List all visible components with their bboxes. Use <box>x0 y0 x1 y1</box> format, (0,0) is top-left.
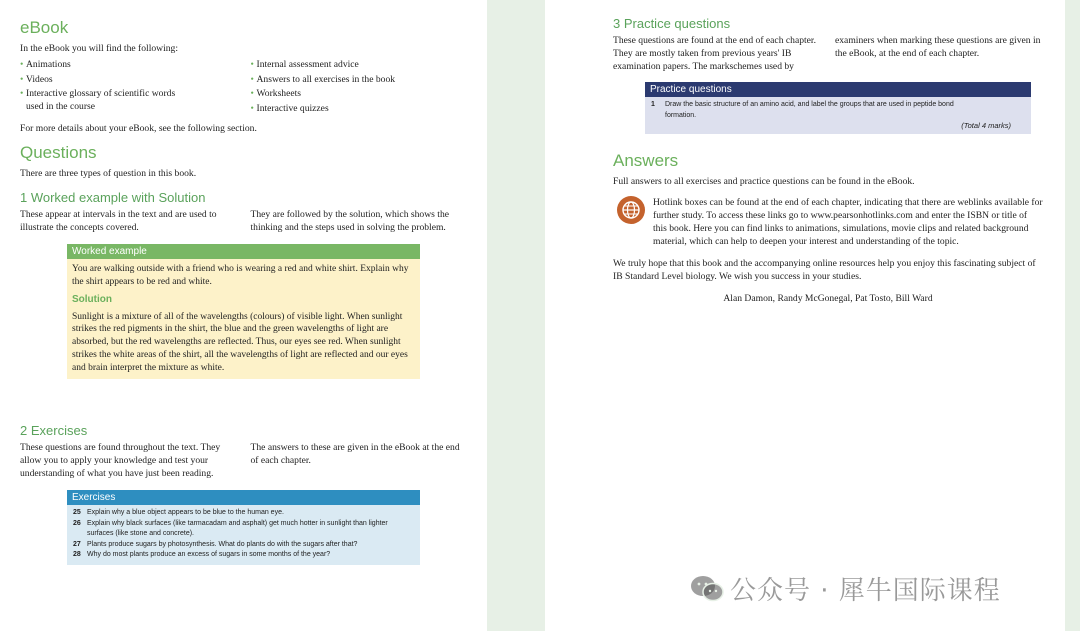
exercise-text: Explain why black surfaces (like tarmacadam and asphalt) get much hotter in sunlight than lighter surfaces (like stone and concrete). <box>87 519 388 537</box>
list-item: • Worksheets <box>251 87 466 102</box>
practice-question-text: Draw the basic structure of an amino acid, and label the groups that are used in peptide bond formation. <box>665 101 954 119</box>
worked-example-text: You are walking outside with a friend who is wearing a red and white shirt. Explain why the shirt appears to be red and white. <box>72 264 409 287</box>
questions-heading: Questions <box>20 143 97 162</box>
ebook-intro: In the eBook you will find the following: <box>20 43 179 54</box>
practice-question <box>645 100 1031 121</box>
exercises-intro-col1: These questions are found throughout the text. They allow you to apply your knowledge and test your understanding of what you have just been reading. <box>20 442 221 479</box>
list-item: • Interactive quizzes <box>251 102 466 117</box>
exercise-number: 27 <box>73 540 81 548</box>
questions-intro: There are three types of question in this book. <box>20 168 197 179</box>
practice-questions-title: Practice questions <box>645 82 1031 97</box>
practice-question-marks: (Total 4 marks) <box>961 121 1011 130</box>
wechat-icon <box>690 575 724 603</box>
solution-title: Solution <box>72 293 112 305</box>
exercise-item <box>67 550 420 561</box>
authors: Alan Damon, Randy McGonegal, Pat Tosto, Bill Ward <box>723 293 933 304</box>
exercises-heading: 2 Exercises <box>20 423 88 438</box>
exercise-text: Explain why a blue object appears to be blue to the human eye. <box>87 509 284 516</box>
list-item: • Answers to all exercises in the book <box>251 73 466 88</box>
exercises-box <box>67 490 420 565</box>
watermark-text: 公众号 · 犀牛国际课程 <box>730 576 1001 606</box>
answers-text: Full answers to all exercises and practice questions can be found in the eBook. <box>613 176 915 187</box>
worked-example-box <box>67 244 420 379</box>
exercise-text: Plants produce sugars by photosynthesis. What do plants do with the sugars after that? <box>87 540 358 548</box>
hotlink-box <box>613 196 1043 248</box>
worked-example-title: Worked example <box>67 244 420 259</box>
list-item: • Internal assessment advice <box>251 58 466 73</box>
ebook-heading: eBook <box>20 18 69 37</box>
ebook-feature-list <box>20 58 465 116</box>
practice-heading: 3 Practice questions <box>613 16 731 31</box>
answers-heading: Answers <box>613 151 679 170</box>
exercise-text: Why do most plants produce an excess of sugars in some months of the year? <box>87 551 331 558</box>
exercises-intro-col2: The answers to these are given in the eBook at the end of each chapter. <box>250 442 460 466</box>
exercise-item <box>67 540 420 551</box>
exercise-number: 28 <box>73 551 81 558</box>
worked-heading: 1 Worked example with Solution <box>20 190 206 205</box>
practice-intro <box>613 34 1041 73</box>
globe-icon <box>617 196 645 224</box>
practice-intro-col2: examiners when marking these questions are given in the eBook, at the end of each chapter. <box>835 35 1041 59</box>
exercise-number: 26 <box>73 519 81 527</box>
ebook-details: For more details about your eBook, see the following section. <box>20 123 257 134</box>
practice-questions-box <box>645 82 1031 134</box>
closing-text: We truly hope that this book and the accompanying online resources help you enjoy this fascinating subject of IB Standard Level biology. We wish you success in your studies. <box>613 258 1036 282</box>
exercises-title: Exercises <box>67 490 420 505</box>
answers-section <box>613 151 1043 305</box>
solution-text: Sunlight is a mixture of all of the wavelengths (colours) of visible light. When sunlight strikes the red pigments in the shirt, the blue and the green wavelengths of light are absorbed, but the red wavelengths are reflected. Thus, our eyes see red. When sunlight strikes the white areas of the shirt, all the wavelengths of light are reflected and our eyes and brain interpret the mixture as white. <box>72 311 408 373</box>
watermark <box>690 570 1001 607</box>
exercise-number: 25 <box>73 509 81 516</box>
worked-intro <box>20 208 465 234</box>
practice-intro-col1: These questions are found at the end of each chapter. They are mostly taken from previous years' IB examination papers. The markschemes used by <box>613 35 816 72</box>
list-item: • Animations <box>20 58 235 73</box>
exercise-item <box>67 508 420 519</box>
practice-question-number: 1 <box>651 101 655 108</box>
hotlink-text: Hotlink boxes can be found at the end of each chapter, indicating that there are weblinks available for further study. To access these links go to www.pearsonhotlinks.com and enter the ISBN or title of this book. Here you can find links to animations, simulations, movie clips and related background material, which can help to deepen your interest and understanding of the topic. <box>653 197 1043 247</box>
exercise-item <box>67 519 420 540</box>
list-item: • Videos <box>20 73 235 88</box>
exercises-intro <box>20 441 465 480</box>
list-item: • Interactive glossary of scientific words used in the course <box>20 87 176 113</box>
worked-intro-col2: They are followed by the solution, which shows the thinking and the steps used in solving the problem. <box>250 209 449 233</box>
worked-intro-col1: These appear at intervals in the text and are used to illustrate the concepts covered. <box>20 209 217 233</box>
